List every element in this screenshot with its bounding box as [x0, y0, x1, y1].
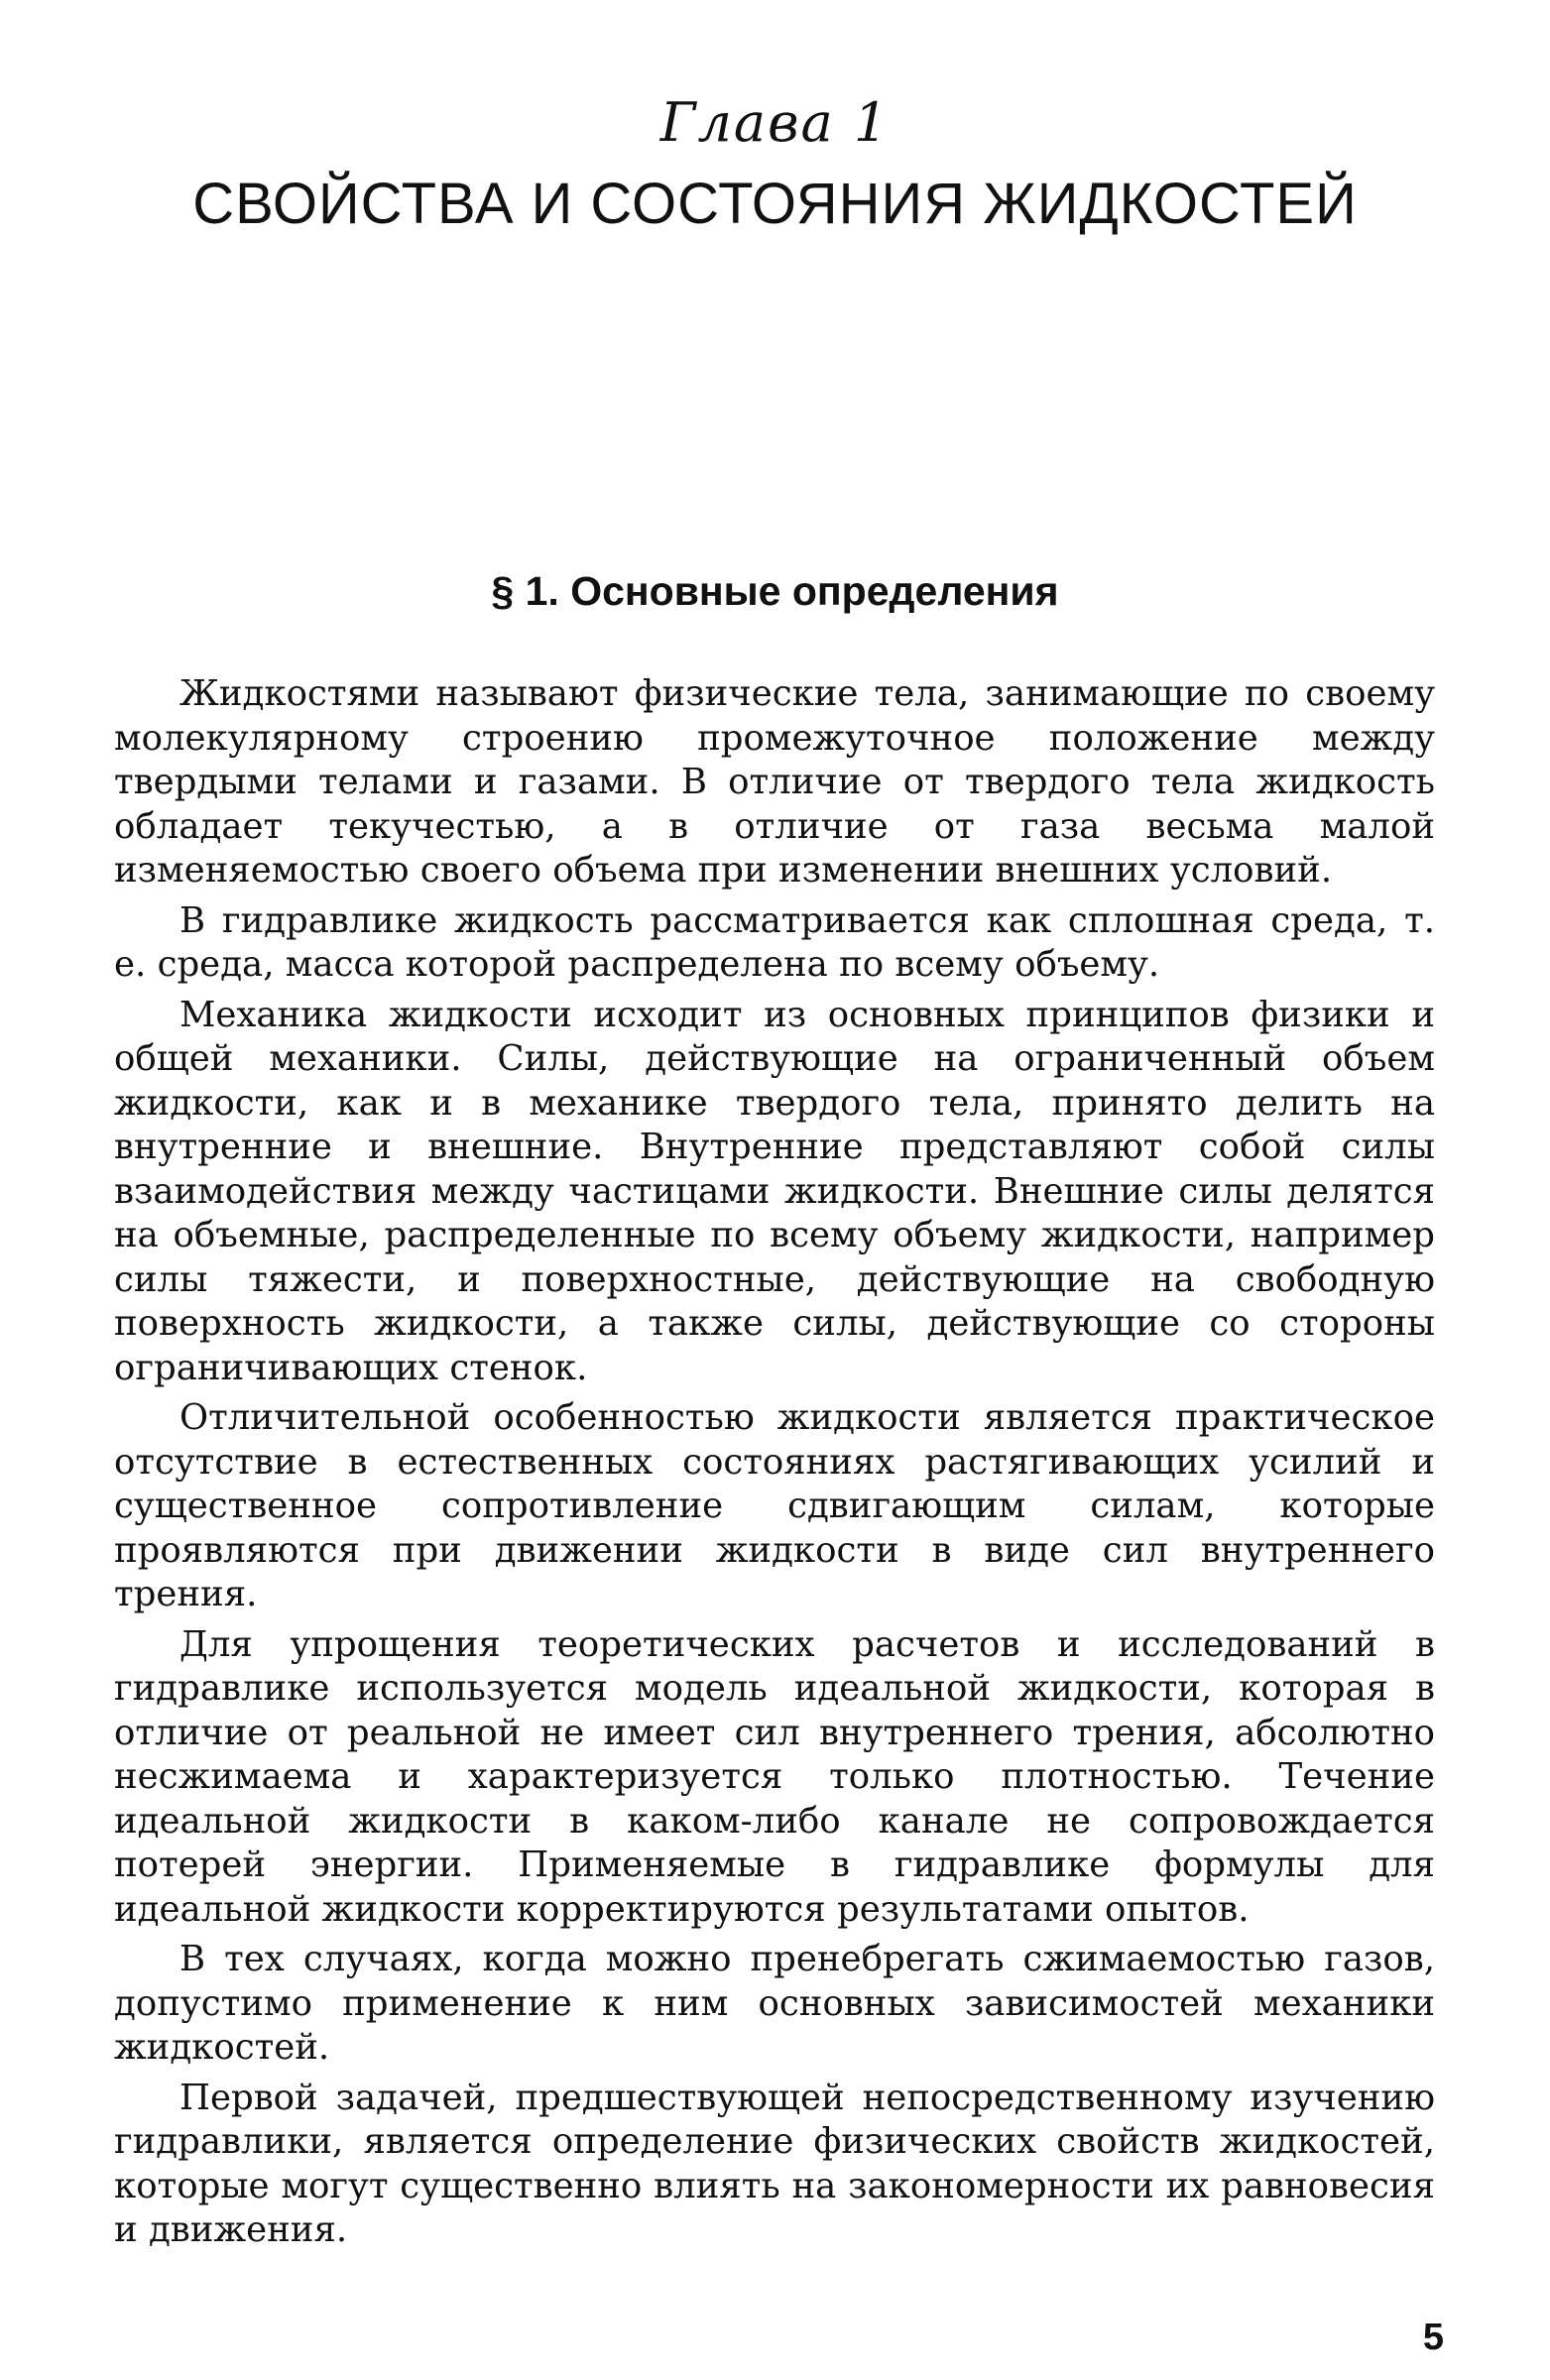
paragraph-7: Первой задачей, предшествующей непосредственному изучению гидравлики, является определение физических свойств жидкостей, которые могут существенно влиять на закономерности их равновесия и движения. — [114, 2077, 1435, 2250]
paragraph-2: В гидравлике жидкость рассматривается как сплошная среда, т. е. среда, масса которой распределена по всему объему. — [114, 899, 1435, 985]
section-heading: § 1. Основные определения — [491, 568, 1059, 614]
paragraph-6: В тех случаях, когда можно пренебрегать сжимаемостью газов, допустимо применение к ним основных зависимостей механики жидкостей. — [114, 1939, 1435, 2068]
paragraph-4: Отличительной особенностью жидкости является практическое отсутствие в естественных состояниях растягивающих усилий и существенное сопротивление сдвигающим силам, которые проявляются при движении жидкости в виде сил внутреннего трения. — [114, 1397, 1435, 1614]
chapter-label: Глава 1 — [659, 91, 891, 154]
paragraph-3: Механика жидкости исходит из основных принципов физики и общей механики. Силы, действующие на ограниченный объем жидкости, как и в механике твердого тела, принято делить на внутренние и внешние. Внутренние представляют собой силы взаимодействия между частицами жидкости. Внешние силы делятся на объемные, распределенные по всему объему жидкости, например силы тяжести, и поверхностные, действующие на свободную поверхность жидкости, а также силы, действующие со стороны ограничивающих стенок. — [114, 994, 1435, 1388]
chapter-title: СВОЙСТВА И СОСТОЯНИЯ ЖИДКОСТЕЙ — [192, 172, 1358, 236]
paragraph-5: Для упрощения теоретических расчетов и исследований в гидравлике используется модель идеальной жидкости, которая в отличие от реальной не имеет сил внутреннего трения, абсолютно несжимаема и характеризуется только плотностью. Течение идеальной жидкости в каком-либо канале не сопровождается потерей энергии. Применяемые в гидравлике формулы для идеальной жидкости корректируются результатами опытов. — [114, 1623, 1435, 1930]
page-number: 5 — [1422, 2317, 1444, 2358]
body-text — [114, 672, 1435, 2259]
paragraph-1: Жидкостями называют физические тела, занимающие по своему молекулярному строению промежуточное положение между твердыми телами и газами. В отличие от твердого тела жидкость обладает текучестью, а в отличие от газа весьма малой изменяемостью своего объема при изменении внешних условий. — [114, 673, 1435, 891]
